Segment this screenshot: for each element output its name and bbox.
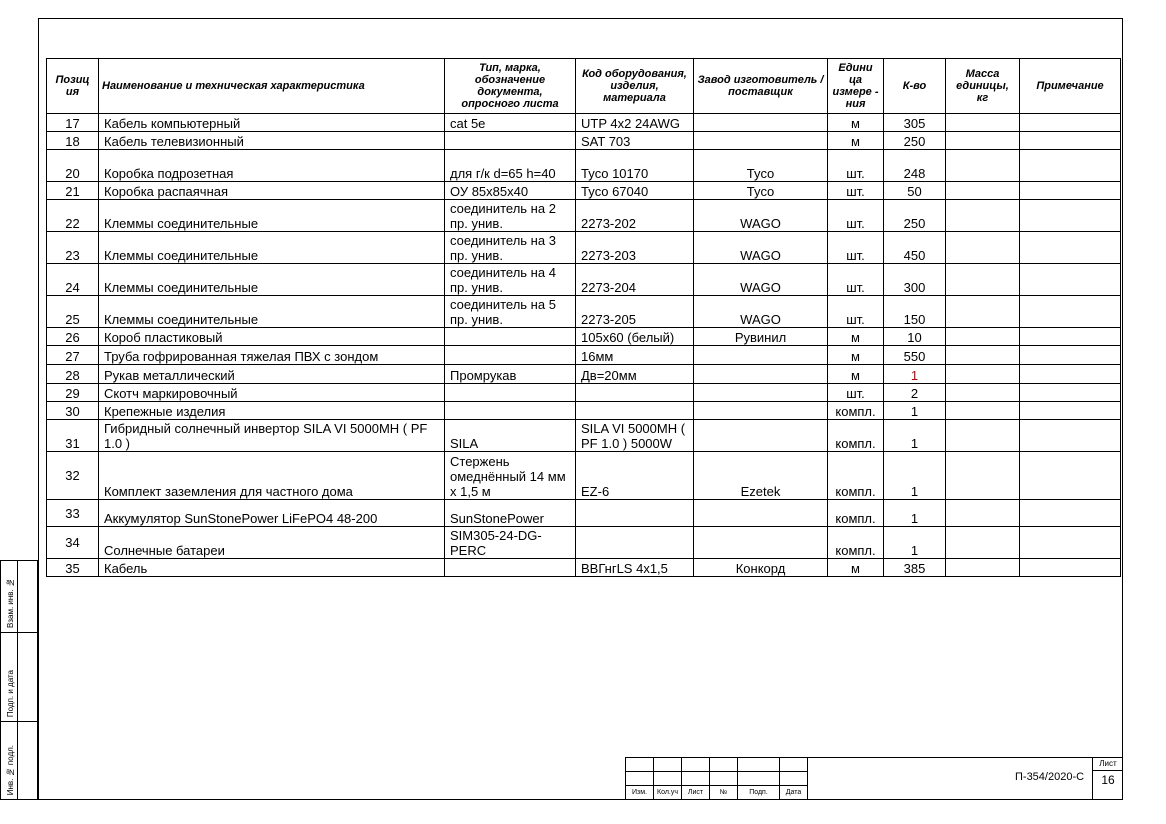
- revision-grid: [625, 757, 808, 800]
- cell-code: 2273-203: [576, 232, 694, 264]
- document-number: П-354/2020-С: [1015, 771, 1085, 783]
- cell-name: Гибридный солнечный инвертор SILA VI 5000MH ( PF 1.0 ): [99, 420, 445, 452]
- header-mass: Масса единицы, кг: [946, 59, 1020, 114]
- cell-unit: компл.: [828, 527, 884, 559]
- cell-note: [1020, 384, 1121, 402]
- cell-pos: 34: [47, 527, 99, 559]
- table-header-row: [47, 59, 1121, 114]
- cell-name: Рукав металлический: [99, 365, 445, 384]
- cell-qty: 50: [884, 182, 946, 200]
- cell-name: Клеммы соединительные: [99, 296, 445, 328]
- cell-maker: [694, 420, 828, 452]
- cell-mass: [946, 232, 1020, 264]
- cell-maker: Ezetek: [694, 452, 828, 500]
- cell-qty: 250: [884, 200, 946, 232]
- cell-note: [1020, 150, 1121, 182]
- cell-pos: 20: [47, 150, 99, 182]
- cell-maker: Tyco: [694, 150, 828, 182]
- stamp-col-izm: Изм.: [626, 786, 654, 800]
- cell-note: [1020, 452, 1121, 500]
- cell-note: [1020, 559, 1121, 577]
- cell-pos: 23: [47, 232, 99, 264]
- cell-note: [1020, 500, 1121, 527]
- cell-type: соединитель на 2 пр. унив.: [445, 200, 576, 232]
- title-block: [625, 757, 1123, 800]
- cell-qty: 248: [884, 150, 946, 182]
- cell-code: 16мм: [576, 346, 694, 365]
- header-pos: Позиц ия: [47, 59, 99, 114]
- cell-type: SILA: [445, 420, 576, 452]
- cell-name: Кабель компьютерный: [99, 114, 445, 132]
- cell-note: [1020, 132, 1121, 150]
- cell-maker: Рувинил: [694, 328, 828, 346]
- cell-type: cat 5e: [445, 114, 576, 132]
- header-unit: Едини ца измере - ния: [828, 59, 884, 114]
- table-row: [47, 114, 1121, 132]
- cell-qty: 1: [884, 365, 946, 384]
- cell-unit: м: [828, 132, 884, 150]
- header-code: Код оборудования, изделия, материала: [576, 59, 694, 114]
- cell-unit: м: [828, 114, 884, 132]
- cell-name: Клеммы соединительные: [99, 200, 445, 232]
- cell-note: [1020, 328, 1121, 346]
- table-row: [47, 402, 1121, 420]
- cell-unit: м: [828, 559, 884, 577]
- sheet-number: 16: [1101, 773, 1115, 787]
- cell-code: Дв=20мм: [576, 365, 694, 384]
- cell-code: [576, 500, 694, 527]
- cell-note: [1020, 527, 1121, 559]
- cell-code: [576, 527, 694, 559]
- cell-note: [1020, 296, 1121, 328]
- cell-type: [445, 328, 576, 346]
- cell-pos: 35: [47, 559, 99, 577]
- cell-qty: 2: [884, 384, 946, 402]
- header-qty: К-во: [884, 59, 946, 114]
- table-row: [47, 527, 1121, 559]
- table-row: [47, 264, 1121, 296]
- cell-mass: [946, 384, 1020, 402]
- cell-name: Коробка распаячная: [99, 182, 445, 200]
- cell-note: [1020, 232, 1121, 264]
- cell-unit: шт.: [828, 264, 884, 296]
- cell-qty: 1: [884, 452, 946, 500]
- side-label-inv: Инв. № подл.: [6, 744, 15, 795]
- header-maker: Завод изготовитель / поставщик: [694, 59, 828, 114]
- cell-mass: [946, 200, 1020, 232]
- cell-qty: 450: [884, 232, 946, 264]
- cell-unit: м: [828, 346, 884, 365]
- cell-mass: [946, 452, 1020, 500]
- cell-name: Солнечные батареи: [99, 527, 445, 559]
- cell-type: [445, 384, 576, 402]
- cell-unit: компл.: [828, 420, 884, 452]
- cell-type: для г/к d=65 h=40: [445, 150, 576, 182]
- stamp-col-num: №: [710, 786, 738, 800]
- cell-type: SunStonePower: [445, 500, 576, 527]
- cell-name: Короб пластиковый: [99, 328, 445, 346]
- table-row: [47, 384, 1121, 402]
- specification-table: [46, 58, 1121, 577]
- table-row: [47, 452, 1121, 500]
- cell-code: EZ-6: [576, 452, 694, 500]
- cell-maker: [694, 384, 828, 402]
- side-label-podp: Подп. и дата: [6, 669, 15, 717]
- cell-qty: 305: [884, 114, 946, 132]
- cell-pos: 31: [47, 420, 99, 452]
- table-row: [47, 182, 1121, 200]
- side-strip: [0, 560, 38, 800]
- cell-type: соединитель на 3 пр. унив.: [445, 232, 576, 264]
- cell-unit: компл.: [828, 500, 884, 527]
- cell-maker: WAGO: [694, 200, 828, 232]
- cell-mass: [946, 182, 1020, 200]
- table-row: [47, 328, 1121, 346]
- cell-code: UTP 4x2 24AWG: [576, 114, 694, 132]
- cell-type: SIM305-24-DG-PERC: [445, 527, 576, 559]
- table-row: [47, 200, 1121, 232]
- cell-qty: 10: [884, 328, 946, 346]
- cell-name: Скотч маркировочный: [99, 384, 445, 402]
- cell-qty: 250: [884, 132, 946, 150]
- cell-unit: компл.: [828, 452, 884, 500]
- table-row: [47, 365, 1121, 384]
- cell-mass: [946, 132, 1020, 150]
- cell-note: [1020, 402, 1121, 420]
- cell-mass: [946, 328, 1020, 346]
- cell-name: Труба гофрированная тяжелая ПВХ с зондом: [99, 346, 445, 365]
- header-note: Примечание: [1020, 59, 1121, 114]
- cell-note: [1020, 346, 1121, 365]
- cell-mass: [946, 365, 1020, 384]
- cell-unit: шт.: [828, 150, 884, 182]
- stamp-col-list: Лист: [682, 786, 710, 800]
- cell-unit: шт.: [828, 200, 884, 232]
- cell-type: [445, 132, 576, 150]
- cell-unit: м: [828, 328, 884, 346]
- cell-mass: [946, 150, 1020, 182]
- cell-name: Аккумулятор SunStonePower LiFePO4 48-200: [99, 500, 445, 527]
- cell-unit: м: [828, 365, 884, 384]
- cell-type: соединитель на 5 пр. унив.: [445, 296, 576, 328]
- cell-pos: 21: [47, 182, 99, 200]
- cell-unit: шт.: [828, 296, 884, 328]
- cell-pos: 33: [47, 500, 99, 527]
- cell-maker: [694, 114, 828, 132]
- table-row: [47, 500, 1121, 527]
- cell-pos: 28: [47, 365, 99, 384]
- cell-mass: [946, 527, 1020, 559]
- table-row: [47, 150, 1121, 182]
- cell-code: 2273-204: [576, 264, 694, 296]
- header-type: Тип, марка, обозначение документа, опросного листа: [445, 59, 576, 114]
- cell-pos: 17: [47, 114, 99, 132]
- cell-pos: 32: [47, 452, 99, 500]
- cell-maker: WAGO: [694, 296, 828, 328]
- cell-unit: шт.: [828, 182, 884, 200]
- table-row: [47, 420, 1121, 452]
- cell-qty: 1: [884, 527, 946, 559]
- cell-qty: 385: [884, 559, 946, 577]
- cell-code: 2273-205: [576, 296, 694, 328]
- cell-unit: шт.: [828, 232, 884, 264]
- cell-mass: [946, 420, 1020, 452]
- cell-pos: 22: [47, 200, 99, 232]
- cell-maker: [694, 346, 828, 365]
- cell-name: Кабель телевизионный: [99, 132, 445, 150]
- cell-note: [1020, 420, 1121, 452]
- cell-code: [576, 384, 694, 402]
- cell-note: [1020, 264, 1121, 296]
- stamp-col-podp: Подп.: [738, 786, 780, 800]
- cell-code: 2273-202: [576, 200, 694, 232]
- side-cell-podp: [0, 632, 38, 722]
- cell-code: Tyco 67040: [576, 182, 694, 200]
- cell-type: [445, 559, 576, 577]
- cell-pos: 25: [47, 296, 99, 328]
- side-cell-vzam: [0, 560, 38, 633]
- sheet-box: [1092, 757, 1123, 800]
- cell-code: ВВГнгLS 4х1,5: [576, 559, 694, 577]
- cell-name: Крепежные изделия: [99, 402, 445, 420]
- cell-note: [1020, 114, 1121, 132]
- cell-name: Клеммы соединительные: [99, 232, 445, 264]
- cell-mass: [946, 402, 1020, 420]
- cell-name: Клеммы соединительные: [99, 264, 445, 296]
- stamp-col-kol: Кол.уч: [654, 786, 682, 800]
- cell-maker: [694, 132, 828, 150]
- cell-type: ОУ 85х85х40: [445, 182, 576, 200]
- cell-name: Коробка подрозетная: [99, 150, 445, 182]
- cell-mass: [946, 264, 1020, 296]
- cell-qty: 150: [884, 296, 946, 328]
- cell-maker: [694, 365, 828, 384]
- cell-qty: 300: [884, 264, 946, 296]
- cell-code: SILA VI 5000MH ( PF 1.0 ) 5000W: [576, 420, 694, 452]
- cell-mass: [946, 296, 1020, 328]
- side-label-vzam: Взам. инв. №: [6, 578, 15, 628]
- table-row: [47, 132, 1121, 150]
- cell-pos: 29: [47, 384, 99, 402]
- cell-unit: шт.: [828, 384, 884, 402]
- cell-maker: [694, 527, 828, 559]
- cell-pos: 30: [47, 402, 99, 420]
- table-row: [47, 559, 1121, 577]
- cell-mass: [946, 346, 1020, 365]
- cell-mass: [946, 559, 1020, 577]
- cell-qty: 1: [884, 500, 946, 527]
- cell-type: Промрукав: [445, 365, 576, 384]
- cell-maker: Tyco: [694, 182, 828, 200]
- cell-maker: [694, 402, 828, 420]
- table-row: [47, 346, 1121, 365]
- cell-type: [445, 402, 576, 420]
- cell-maker: WAGO: [694, 232, 828, 264]
- sheet-label: Лист: [1093, 757, 1123, 771]
- cell-name: Комплект заземления для частного дома: [99, 452, 445, 500]
- cell-pos: 18: [47, 132, 99, 150]
- cell-pos: 27: [47, 346, 99, 365]
- cell-qty: 550: [884, 346, 946, 365]
- cell-maker: Конкорд: [694, 559, 828, 577]
- cell-note: [1020, 200, 1121, 232]
- cell-name: Кабель: [99, 559, 445, 577]
- cell-pos: 26: [47, 328, 99, 346]
- cell-unit: компл.: [828, 402, 884, 420]
- table-row: [47, 232, 1121, 264]
- cell-maker: [694, 500, 828, 527]
- stamp-col-date: Дата: [780, 786, 808, 800]
- cell-note: [1020, 182, 1121, 200]
- cell-code: SAT 703: [576, 132, 694, 150]
- cell-type: [445, 346, 576, 365]
- table-row: [47, 296, 1121, 328]
- cell-type: Стержень омеднённый 14 мм х 1,5 м: [445, 452, 576, 500]
- cell-type: соединитель на 4 пр. унив.: [445, 264, 576, 296]
- header-name: Наименование и техническая характеристика: [99, 59, 445, 114]
- cell-qty: 1: [884, 402, 946, 420]
- cell-code: Tyco 10170: [576, 150, 694, 182]
- cell-mass: [946, 114, 1020, 132]
- cell-qty: 1: [884, 420, 946, 452]
- cell-note: [1020, 365, 1121, 384]
- cell-code: [576, 402, 694, 420]
- cell-mass: [946, 500, 1020, 527]
- cell-code: 105х60 (белый): [576, 328, 694, 346]
- side-cell-inv: [0, 721, 38, 800]
- cell-pos: 24: [47, 264, 99, 296]
- cell-maker: WAGO: [694, 264, 828, 296]
